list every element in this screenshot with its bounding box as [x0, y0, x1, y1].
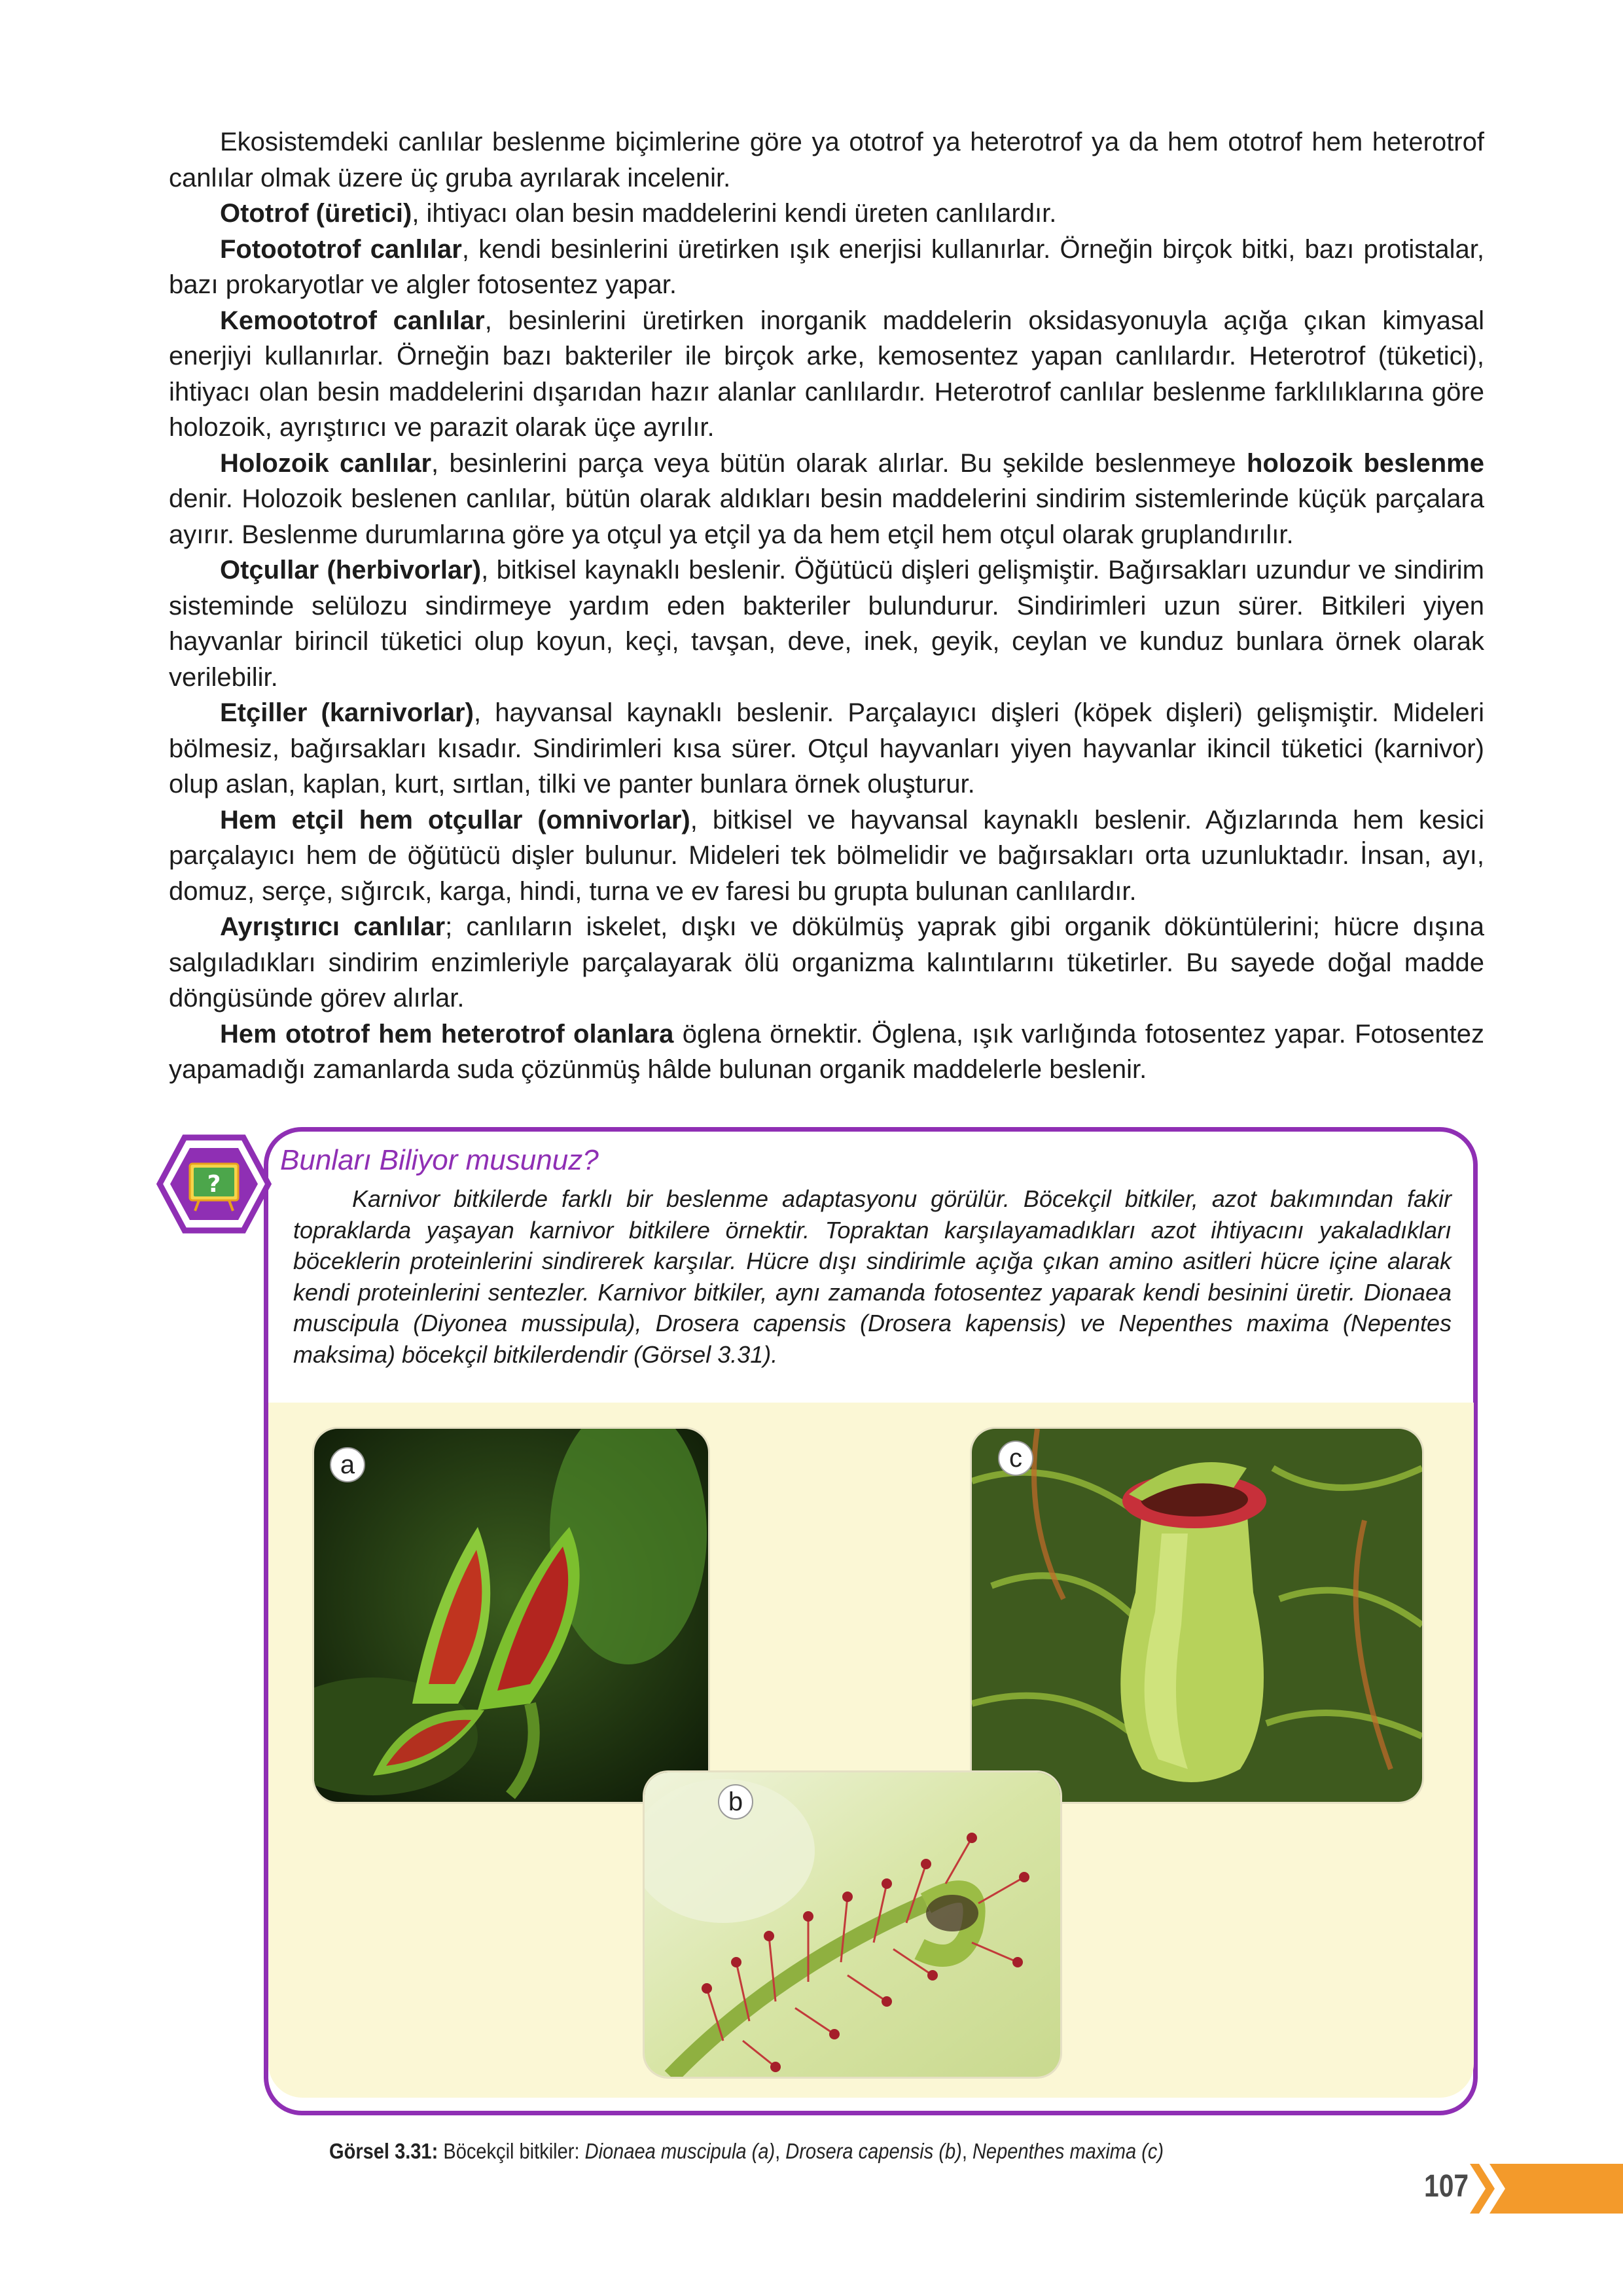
term: Holozoik canlılar — [220, 448, 432, 478]
page-arrow-icon — [1470, 2159, 1623, 2222]
paragraph-ayristirici: Ayrıştırıcı canlılar; canlıların iskelet, dışkı ve dökülmüş yaprak gibi organik döküntülerini; hücre dışına salgıladıkları sindirim enzimleriyle parçalayarak ölü organizma kalıntılarını tüketirler. Bu sayede doğal madde döngüsünde görev alırlar. — [169, 912, 1484, 1013]
figure-caption: Görsel 3.31: Böcekçil bitkiler: Dionaea muscipula (a), Drosera capensis (b), Nepenthes maxima (c) — [329, 2139, 1164, 2163]
term: Ayrıştırıcı canlılar — [220, 912, 446, 941]
paragraph-fotoototrof: Fotoototrof canlılar, kendi besinlerini üretirken ışık enerjisi kullanırlar. Örneğin birçok bitki, bazı protistalar, bazı prokaryotlar ve algler fotosentez yapar. — [169, 234, 1485, 299]
paragraph-kemoototrof: Kemoototrof canlılar, besinlerini üretirken inorganik maddelerin oksidasyonuyla açığa çıkan kimyasal enerjiyi kullanırlar. Örneğin bazı bakteriler ile birçok arke, kemosentez yapan canlılardır. Heterotrof (tüketici), ihtiyacı olan besin maddelerini dışarıdan hazır alanlar canlılardır. Heterotrof canlılar beslenme farklılıklarına göre holozoik, ayrıştırıcı ve parazit olarak üçe ayrılır. — [169, 306, 1484, 442]
paragraph-ototrof: Ototrof (üretici), ihtiyacı olan besin maddelerini kendi üreten canlılardır. — [220, 199, 1057, 228]
term: Hem etçil hem otçullar (omnivorlar) — [220, 805, 690, 834]
page-number: 107 — [1424, 2169, 1469, 2204]
badge-symbol: ? — [207, 1171, 221, 1198]
term: Etçiller (karnivorlar) — [220, 698, 474, 727]
body-text — [169, 124, 1484, 1088]
question-badge-icon — [156, 1132, 272, 1236]
paragraph-etciller: Etçiller (karnivorlar), hayvansal kaynaklı beslenir. Parçalayıcı dişleri (köpek dişleri) gelişmiştir. Mideleri bölmesiz, bağırsakları kısadır. Sindirimleri kısa sürer. Otçul hayvanları yiyen hayvanlar ikincil tüketici (karnivor) olup aslan, kaplan, kurt, sırtlan, tilki ve panter bunlara örnek oluşturur. — [169, 698, 1484, 798]
paragraph-intro: Ekosistemdeki canlılar beslenme biçimlerine göre ya ototrof ya heterotrof ya da hem ototrof hem heterotrof canlılar olmak üzere üç gruba ayrılarak incelenir. — [169, 128, 1484, 192]
photo-label-b: b — [718, 1784, 753, 1820]
photo-label-c: c — [998, 1441, 1033, 1476]
photo-drosera — [645, 1772, 1060, 2077]
term: Ototrof (üretici) — [220, 199, 412, 228]
photo-label-a: a — [330, 1447, 365, 1482]
paragraph-omnivorlar: Hem etçil hem otçullar (omnivorlar), bitkisel ve hayvansal kaynaklı beslenir. Ağızlarında hem kesici parçalayıcı hem de öğütücü dişler bulunur. Mideleri tek bölmelidir ve bağırsakları orta uzunluktadır. İnsan, ayı, domuz, serçe, sığırcık, karga, hindi, turna ve ev faresi bu grupta bulunan canlılardır. — [169, 805, 1484, 906]
info-box-title: Bunları Biliyor musunuz? — [280, 1144, 599, 1176]
term: Otçullar (herbivorlar) — [220, 556, 482, 584]
term: holozoik beslenme — [1246, 448, 1484, 478]
info-box-text: Karnivor bitkilerde farklı bir beslenme adaptasyonu görülür. Böcekçil bitkiler, azot bakımından fakir topraklarda yaşayan karnivor bitkilere örnektir. Topraktan karşılayamadıkları azot ihtiyacını yakaladıkları böceklerin proteinlerini sindirerek karşılar. Hücre dışı sindirimle açığa çıkan amino asitleri hücre içine alarak kendi proteinlerini sentezler. Karnivor bitkiler, aynı zamanda fotosentez yaparak kendi besinini üretir. Dionaea muscipula (Diyonea mussipula), Drosera capensis (Drosera kapensis) ve Nepenthes maxima (Nepentes maksima) böcekçil bitkilerdendir (Görsel 3.31). — [293, 1185, 1452, 1368]
term: Kemoototrof canlılar — [220, 306, 485, 335]
paragraph-otcullar: Otçullar (herbivorlar), bitkisel kaynaklı beslenir. Öğütücü dişleri gelişmiştir. Bağırsakları uzundur ve sindirim sisteminde selülozu sindirmeye yardım eden bakteriler bulundurur. Sindirimleri uzun sürer. Bitkileri yiyen hayvanlar birincil tüketici olup koyun, keçi, tavşan, deve, inek, geyik, ceylan ve kunduz bunlara örnek olarak verilebilir. — [169, 556, 1485, 692]
term: Hem ototrof hem heterotrof olanlara — [220, 1019, 674, 1049]
photo-nepenthes — [972, 1429, 1422, 1802]
paragraph-oglena: Hem ototrof hem heterotrof olanlara öglena örnektir. Öglena, ışık varlığında fotosentez yapar. Fotosentez yapamadığı zamanlarda suda çözünmüş hâlde bulunan organik maddelerle beslenir. — [169, 1019, 1484, 1084]
photo-dionaea — [314, 1429, 708, 1802]
paragraph-holozoik: Holozoik canlılar, besinlerini parça veya bütün olarak alırlar. Bu şekilde beslenmeye holozoik beslenme denir. Holozoik beslenen canlılar, bütün olarak aldıkları besin maddelerini sindirim sistemlerinde küçük parçalara ayırır. Beslenme durumlarına göre ya otçul ya etçil ya da hem etçil hem otçul olarak gruplandırılır. — [169, 448, 1484, 549]
term: Fotoototrof canlılar — [220, 234, 462, 264]
